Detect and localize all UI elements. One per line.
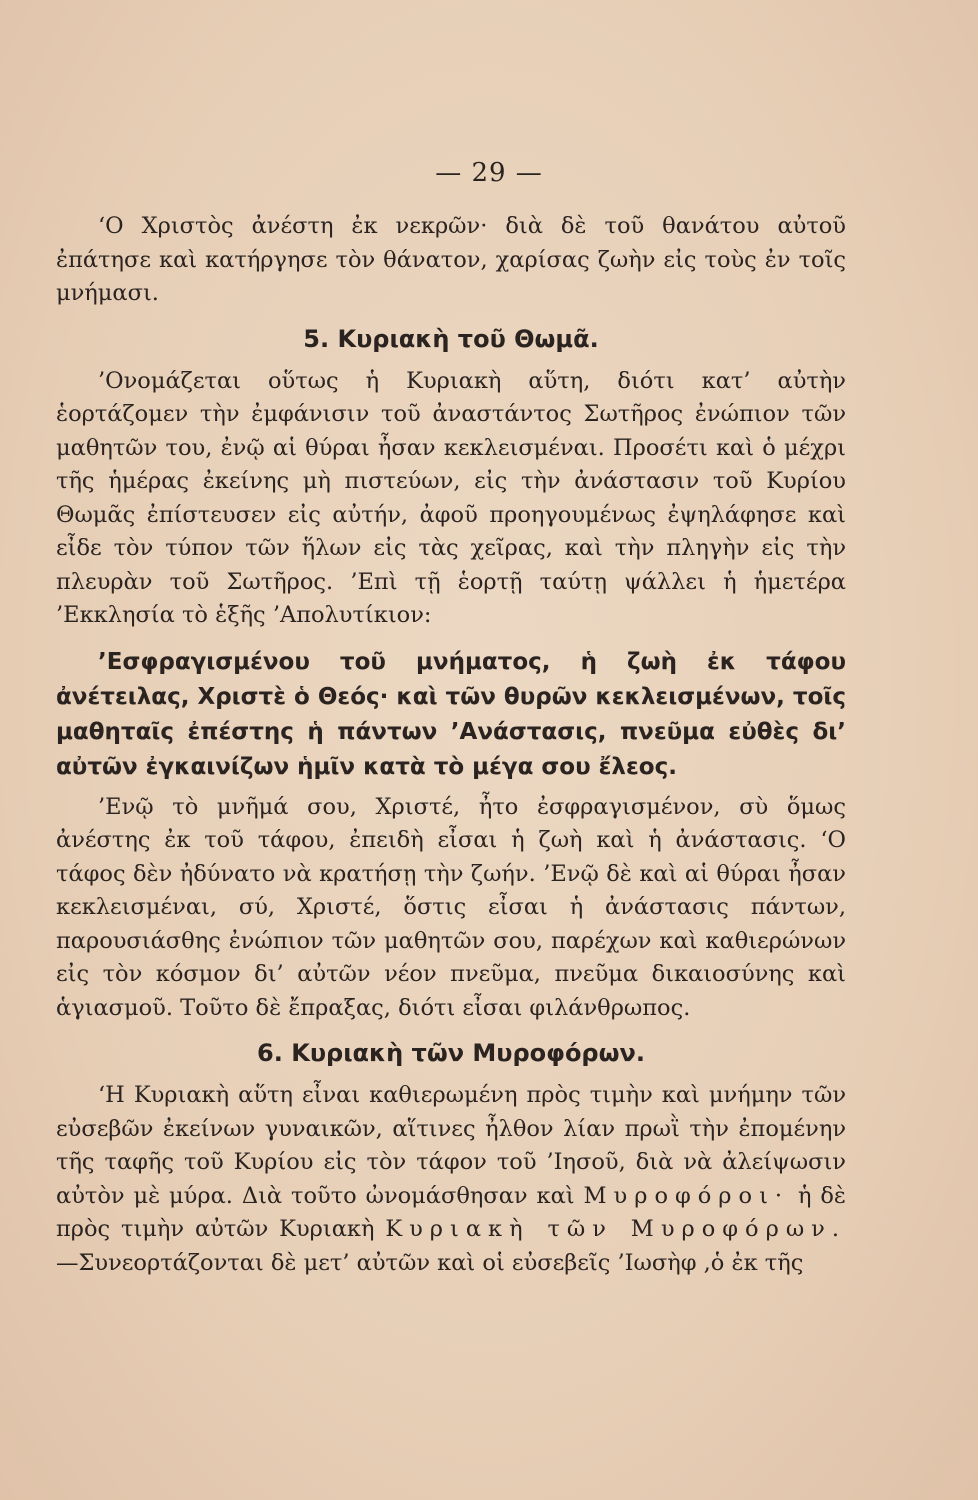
section-6-heading: 6. Κυριακὴ τῶν Μυροφόρων. xyxy=(257,1039,645,1067)
section-5-paragraph-1: ’Ονομάζεται οὕτως ἡ Κυριακὴ αὕτη, διότι κατ’ αὐτὴν ἑορτάζομεν τὴν ἐμφάνισιν τοῦ ἀναστάντος Σωτῆρος ἐνώπιον τῶν μαθητῶν του, ἐνῷ αἱ θύραι ἦσαν κεκλεισμέναι. Προσέτι καὶ ὁ μέχρι τῆς ἡμέρας ἐκείνης μὴ πιστεύων, εἰς τὴν ἀνάστασιν τοῦ Κυρίου Θωμᾶς ἐπίστευσεν εἰς αὐτήν, ἀφοῦ προηγουμένως ἐψηλάφησε καὶ εἶδε τὸν τύπον τῶν ἥλων εἰς τὰς χεῖρας, καὶ τὴν πληγὴν εἰς τὴν πλευρὰν τοῦ Σωτῆρος. ’Επὶ τῇ ἑορτῇ ταύτῃ ψάλλει ἡ ἡμετέρα ’Εκκλησία τὸ ἑξῆς ’Απολυτίκιον: xyxy=(56,367,846,628)
section-5-paragraph-2: ’Ενῷ τὸ μνῆμά σου, Χριστέ, ἦτο ἐσφραγισμένον, σὺ ὅμως ἀνέστης ἐκ τοῦ τάφου, ἐπειδὴ εἶσαι ἡ ζωὴ καὶ ἡ ἀνάστασις. ‘Ο τάφος δὲν ἠδύνατο νὰ κρατήσῃ τὴν ζωήν. ’Ενῷ δὲ καὶ αἱ θύραι ἦσαν κεκλεισμέναι, σύ, Χριστέ, ὅστις εἶσαι ἡ ἀνάστασις πάντων, παρουσιάσθης ἐνώπιον τῶν μαθητῶν σου, παρέχων καὶ καθιερώνων εἰς τὸν κόσμον δι’ αὐτῶν νέον πνεῦμα, πνεῦμα δικαιοσύνης καὶ ἁγιασμοῦ. Τοῦτο δὲ ἔπραξας, διότι εἶσαι φιλάνθρωπος. xyxy=(56,793,846,1021)
page-number: — 29 — xyxy=(435,158,543,188)
page-body xyxy=(56,210,846,1280)
apolytikion-hymn: ’Εσφραγισμένου τοῦ μνήματος, ἡ ζωὴ ἐκ τάφου ἀνέτειλας, Χριστὲ ὁ Θεός· καὶ τῶν θυρῶν κεκλεισμένων, τοῖς μαθηταῖς ἐπέστης ἡ πάντων ’Ανάστασις, πνεῦμα εὐθὲς δι’ αὐτῶν ἐγκαινίζων ἡμῖν κατὰ τὸ μέγα σου ἔλεος. xyxy=(56,648,846,780)
section-6-paragraph-1 xyxy=(56,1079,846,1280)
section-6-text-c: —Συνεορτάζονται δὲ μετ’ αὐτῶν καὶ οἱ εὐσεβεῖς ’Ιωσὴφ ,ὁ ἐκ τῆς xyxy=(56,1249,804,1276)
section-5-heading: 5. Κυριακὴ τοῦ Θωμᾶ. xyxy=(303,324,599,353)
section-6-spaced-term-1: Μυροφόροι· xyxy=(583,1182,790,1209)
section-6-spaced-term-2: Κυριακὴ τῶν Μυροφόρων. xyxy=(385,1216,846,1242)
section-6-text-a: ‘Η Κυριακὴ αὕτη εἶναι καθιερωμένη πρὸς τιμὴν καὶ μνήμην τῶν εὐσεβῶν ἐκείνων γυναικῶν, αἵτινες ἦλθον λίαν πρωῒ τὴν ἐπομένην τῆς ταφῆς τοῦ Κυρίου εἰς τὸν τάφον τοῦ ’Ιησοῦ, διὰ νὰ ἀλείψωσιν αὐτὸν μὲ μύρα. Διὰ τοῦτο ὠνομάσθησαν καὶ xyxy=(56,1082,846,1209)
section-6-text-b: ἡ δὲ πρὸς τιμὴν αὐτῶν Κυριακὴ xyxy=(56,1182,846,1242)
opening-paragraph: ‘Ο Χριστὸς ἀνέστη ἐκ νεκρῶν· διὰ δὲ τοῦ θανάτου αὐτοῦ ἐπάτησε καὶ κατήργησε τὸν θάνατον, χαρίσας ζωὴν εἰς τοὺς ἐν τοῖς μνήμασι. xyxy=(56,213,846,306)
